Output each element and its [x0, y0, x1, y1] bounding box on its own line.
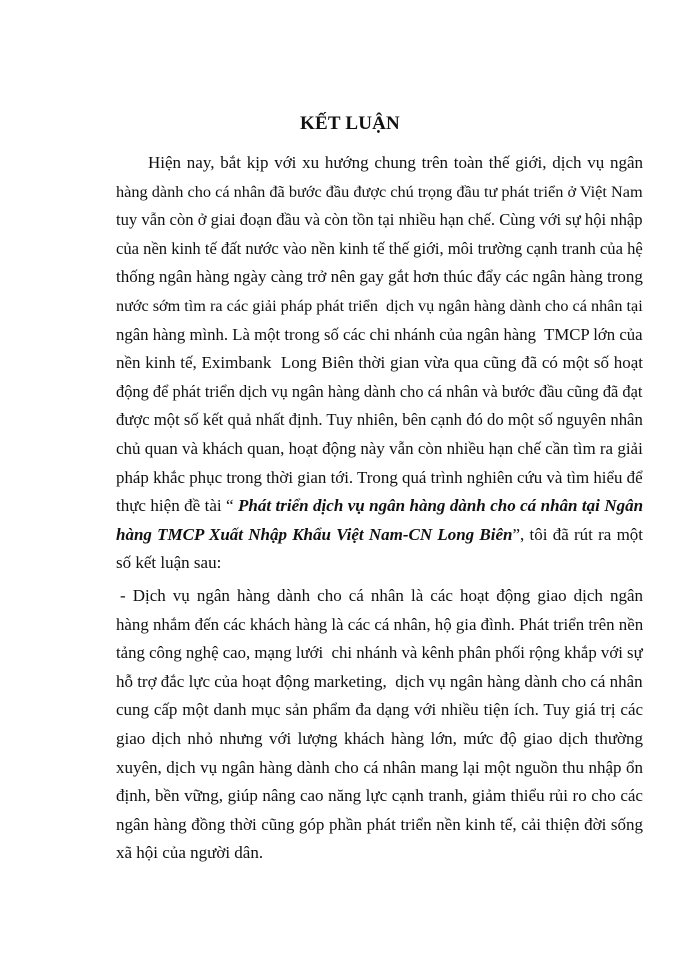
text-line: [116, 728, 643, 750]
text-run: của nền kinh tế đất nước vào nền kinh tế thế giới, môi trường cạnh tranh của hệ: [116, 239, 643, 258]
text-run: ngân hàng đồng thời cũng góp phần phát triển nền kinh tế, cải thiện đời sống: [116, 815, 644, 834]
text-run: hàng TMCP Xuất Nhập Khẩu Việt Nam-CN Long Biên: [116, 525, 513, 544]
text-line: [116, 467, 643, 489]
text-line: [116, 209, 643, 231]
text-run: nước sớm tìm ra các giải pháp phát triển dịch vụ ngân hàng dành cho cá nhân tại: [116, 297, 643, 315]
text-run: chủ quan và khách quan, hoạt động này vẫn còn nhiều hạn chế cần tìm ra giải: [116, 439, 643, 458]
text-run: giao dịch nhỏ nhưng với lượng khách hàng lớn, mức độ giao dịch thường: [116, 729, 644, 748]
text-run: số kết luận sau:: [116, 553, 222, 572]
text-line: [116, 409, 643, 431]
text-run: cung cấp một danh mục sản phẩm đa dạng với nhiều tiện ích. Tuy giá trị các: [116, 700, 644, 719]
text-line: [116, 352, 643, 374]
text-run: Hiện nay, bắt kịp với xu hướng chung trên toàn thế giới, dịch vụ ngân: [148, 153, 644, 172]
text-line: [116, 642, 643, 664]
text-line: [116, 266, 643, 288]
text-line: [116, 671, 643, 693]
text-run: - Dịch vụ ngân hàng dành cho cá nhân là các hoạt động giao dịch ngân: [120, 586, 644, 605]
text-line: [116, 842, 263, 864]
text-line: [116, 381, 642, 403]
page-title: KẾT LUẬN: [300, 113, 400, 134]
text-run: động để phát triển dịch vụ ngân hàng dành cho cá nhân và bước đầu cũng đã đạt: [116, 382, 643, 401]
text-line: [116, 324, 643, 346]
text-run: định, bền vững, giúp nâng cao năng lực cạnh tranh, giảm thiểu rủi ro cho các: [116, 786, 643, 805]
text-line: [116, 295, 643, 317]
text-run: hàng dành cho cá nhân đã bước đầu được chú trọng đầu tư phát triển ở Việt Nam: [116, 182, 643, 201]
text-line: [116, 181, 643, 203]
text-line: [116, 699, 643, 721]
text-line: [116, 495, 643, 517]
text-run: xã hội của người dân.: [116, 843, 264, 862]
text-run: xuyên, dịch vụ ngân hàng dành cho cá nhân mang lại một nguồn thu nhập ổn: [116, 758, 644, 777]
text-run: hàng nhắm đến các khách hàng là các cá nhân, hộ gia đình. Phát triển trên nền: [116, 615, 644, 634]
text-line: [116, 524, 643, 546]
text-line: [116, 238, 643, 260]
text-run: nền kinh tế, Eximbank Long Biên thời gian vừa qua cũng đã có một số hoạt: [116, 353, 643, 372]
text-run: Phát triển dịch vụ ngân hàng dành cho cá nhân tại Ngân: [238, 496, 644, 515]
text-run: pháp khắc phục trong thời gian tới. Trong quá trình nghiên cứu và tìm hiểu để: [116, 468, 643, 487]
text-run: thực hiện đề tài “: [116, 496, 239, 515]
text-line: [116, 614, 643, 636]
text-line: [148, 152, 643, 174]
text-line: [116, 757, 643, 779]
text-run: hỗ trợ đắc lực của hoạt động marketing, dịch vụ ngân hàng dành cho cá nhân: [116, 672, 643, 691]
text-run: thống ngân hàng ngày càng trở nên gay gắt hơn thúc đẩy các ngân hàng trong: [116, 267, 643, 286]
text-run: ngân hàng mình. Là một trong số các chi nhánh của ngân hàng TMCP lớn của: [116, 325, 643, 344]
text-run: tuy vẫn còn ở giai đoạn đầu và còn tồn tại nhiều hạn chế. Cùng với sự hội nhập: [116, 210, 643, 229]
text-run: tảng công nghệ cao, mạng lưới chi nhánh và kênh phân phối rộng khắp với sự: [116, 643, 643, 662]
text-line: [116, 438, 643, 460]
text-line: [120, 585, 643, 607]
text-line: [116, 785, 643, 807]
text-line: [116, 814, 643, 836]
text-run: ”, tôi đã rút ra một: [512, 525, 644, 544]
text-run: được một số kết quả nhất định. Tuy nhiên, bên cạnh đó do một số nguyên nhân: [116, 410, 643, 429]
text-line: [116, 552, 221, 574]
